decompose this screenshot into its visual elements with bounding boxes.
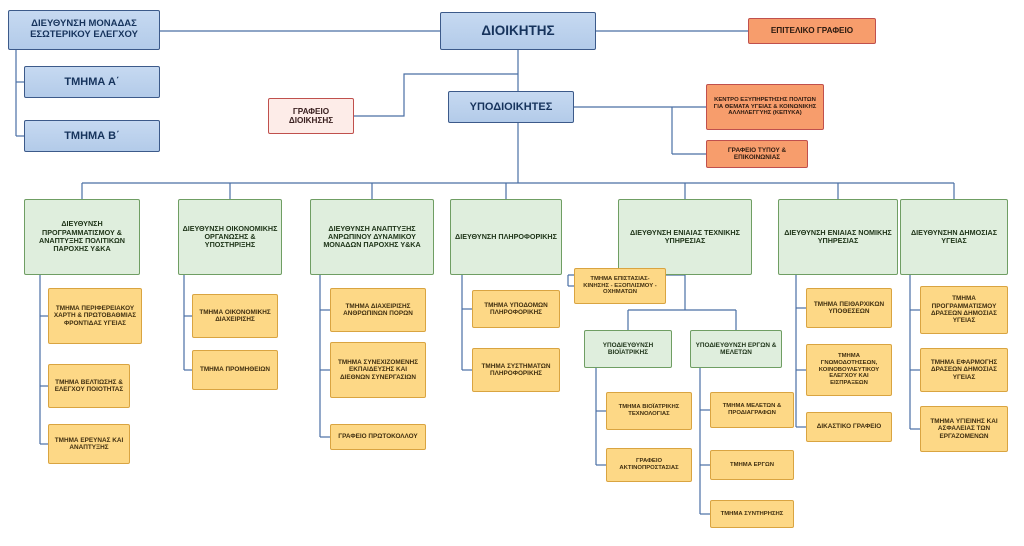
- node-d-programmatismou[interactable]: ΔΙΕΥΘΥΝΣΗ ΠΡΟΓΡΑΜΜΑΤΙΣΜΟΥ & ΑΝΑΠΤΥΞΗΣ ΠΟΛΙΤΙΚΩΝ ΠΑΡΟΧΗΣ Υ&ΚΑ: [24, 199, 140, 275]
- node-t-synexizomenis[interactable]: ΤΜΗΜΑ ΣΥΝΕΧΙΖΟΜΕΝΗΣ ΕΚΠΑΙΔΕΥΣΗΣ ΚΑΙ ΔΙΕΘΝΩΝ ΣΥΝΕΡΓΑΣΙΩΝ: [330, 342, 426, 398]
- node-t-efarmogis-dr[interactable]: ΤΜΗΜΑ ΕΦΑΡΜΟΓΗΣ ΔΡΑΣΕΩΝ ΔΗΜΟΣΙΑΣ ΥΓΕΙΑΣ: [920, 348, 1008, 392]
- node-dikastiko-grafeio[interactable]: ΔΙΚΑΣΤΙΚΟ ΓΡΑΦΕΙΟ: [806, 412, 892, 442]
- node-t-ygieinis[interactable]: ΤΜΗΜΑ ΥΓΙΕΙΝΗΣ ΚΑΙ ΑΣΦΑΛΕΙΑΣ ΤΩΝ ΕΡΓΑΖΟΜΕΝΩΝ: [920, 406, 1008, 452]
- node-t-ergon[interactable]: ΤΜΗΜΑ ΕΡΓΩΝ: [710, 450, 794, 480]
- node-epiteliko-grafeio[interactable]: ΕΠΙΤΕΛΙΚΟ ΓΡΑΦΕΙΟ: [748, 18, 876, 44]
- node-t-perifereiakou[interactable]: ΤΜΗΜΑ ΠΕΡΙΦΕΡΕΙΑΚΟΥ ΧΑΡΤΗ & ΠΡΩΤΟΒΑΘΜΙΑΣ ΦΡΟΝΤΙΔΑΣ ΥΓΕΙΑΣ: [48, 288, 142, 344]
- node-d-dimosias-ygeias[interactable]: ΔΙΕΥΘΥΝΣΗΝ ΔΗΜΟΣΙΑΣ ΥΓΕΙΑΣ: [900, 199, 1008, 275]
- node-t-diaxeirisis-anthr[interactable]: ΤΜΗΜΑ ΔΙΑΧΕΙΡΙΣΗΣ ΑΝΘΡΩΠΙΝΩΝ ΠΟΡΩΝ: [330, 288, 426, 332]
- node-d-nomikis[interactable]: ΔΙΕΥΘΥΝΣΗ ΕΝΙΑΙΑΣ ΝΟΜΙΚΗΣ ΥΠΗΡΕΣΙΑΣ: [778, 199, 898, 275]
- node-tmima-b[interactable]: ΤΜΗΜΑ Β΄: [24, 120, 160, 152]
- node-t-programmatismou-dr[interactable]: ΤΜΗΜΑ ΠΡΟΓΡΑΜΜΑΤΙΣΜΟΥ ΔΡΑΣΕΩΝ ΔΗΜΟΣΙΑΣ ΥΓΕΙΑΣ: [920, 286, 1008, 334]
- node-t-peitharxikon[interactable]: ΤΜΗΜΑ ΠΕΙΘΑΡΧΙΚΩΝ ΥΠΟΘΕΣΕΩΝ: [806, 288, 892, 328]
- node-t-veltiosis[interactable]: ΤΜΗΜΑ ΒΕΛΤΙΩΣΗΣ & ΕΛΕΓΧΟΥ ΠΟΙΟΤΗΤΑΣ: [48, 364, 130, 408]
- node-d-texnikis[interactable]: ΔΙΕΥΘΥΝΣΗ ΕΝΙΑΙΑΣ ΤΕΧΝΙΚΗΣ ΥΠΗΡΕΣΙΑΣ: [618, 199, 752, 275]
- node-t-vioiatrikis-texn[interactable]: ΤΜΗΜΑ ΒΙΟΪΑΤΡΙΚΗΣ ΤΕΧΝΟΛΟΓΙΑΣ: [606, 392, 692, 430]
- node-t-ypodomon[interactable]: ΤΜΗΜΑ ΥΠΟΔΟΜΩΝ ΠΛΗΡΟΦΟΡΙΚΗΣ: [472, 290, 560, 328]
- node-t-erevnas[interactable]: ΤΜΗΜΑ ΕΡΕΥΝΑΣ ΚΑΙ ΑΝΑΠΤΥΞΗΣ: [48, 424, 130, 464]
- node-tmima-a[interactable]: ΤΜΗΜΑ Α΄: [24, 66, 160, 98]
- node-kepyka[interactable]: ΚΕΝΤΡΟ ΕΞΥΠΗΡΕΤΗΣΗΣ ΠΟΛΙΤΩΝ ΓΙΑ ΘΕΜΑΤΑ ΥΓΕΙΑΣ & ΚΟΙΝΩΝΙΚΗΣ ΑΛΛΗΛΕΓΓΥΗΣ (ΚΕΠΥΚΑ): [706, 84, 824, 130]
- node-t-syntirisis[interactable]: ΤΜΗΜΑ ΣΥΝΤΗΡΗΣΗΣ: [710, 500, 794, 528]
- node-yd-ergon-meleton[interactable]: ΥΠΟΔΙΕΥΘΥΝΣΗ ΕΡΓΩΝ & ΜΕΛΕΤΩΝ: [690, 330, 782, 368]
- node-d-anthropinou[interactable]: ΔΙΕΥΘΥΝΣΗ ΑΝΑΠΤΥΞΗΣ ΑΝΡΩΠΙΝΟΥ ΔΥΝΑΜΙΚΟΥ ΜΟΝΑΔΩΝ ΠΑΡΟΧΗΣ Υ&ΚΑ: [310, 199, 434, 275]
- node-t-promitheion[interactable]: ΤΜΗΜΑ ΠΡΟΜΗΘΕΙΩΝ: [192, 350, 278, 390]
- node-g-aktinoprostasias[interactable]: ΓΡΑΦΕΙΟ ΑΚΤΙΝΟΠΡΟΣΤΑΣΙΑΣ: [606, 448, 692, 482]
- node-t-epistasias[interactable]: ΤΜΗΜΑ ΕΠΙΣΤΑΣΙΑΣ-ΚΙΝΗΣΗΣ - ΕΞΟΠΛΙΣΜΟΥ - ΟΧΗΜΑΤΩΝ: [574, 268, 666, 304]
- node-g-protokollou[interactable]: ΓΡΑΦΕΙΟ ΠΡΩΤΟΚΟΛΛΟΥ: [330, 424, 426, 450]
- node-t-meleton[interactable]: ΤΜΗΜΑ ΜΕΛΕΤΩΝ & ΠΡΟΔΙΑΓΡΑΦΩΝ: [710, 392, 794, 428]
- node-t-gnomodotiseon[interactable]: ΤΜΗΜΑ ΓΝΩΜΟΔΟΤΗΣΕΩΝ, ΚΟΙΝΟΒΟΥΛΕΥΤΙΚΟΥ ΕΛΕΓΧΟΥ ΚΑΙ ΕΙΣΠΡΑΞΕΩΝ: [806, 344, 892, 396]
- node-yd-vioiatrikis[interactable]: ΥΠΟΔΙΕΥΘΥΝΣΗ ΒΙΟΪΑΤΡΙΚΗΣ: [584, 330, 672, 368]
- node-d-oikonomikis[interactable]: ΔΙΕΥΘΥΝΣΗ ΟΙΚΟΝΟΜΙΚΗΣ ΟΡΓΑΝΩΣΗΣ & ΥΠΟΣΤΗΡΙΞΗΣ: [178, 199, 282, 275]
- node-grafeio-dioikisis[interactable]: ΓΡΑΦΕΙΟ ΔΙΟΙΚΗΣΗΣ: [268, 98, 354, 134]
- node-dioikitis[interactable]: ΔΙΟΙΚΗΤΗΣ: [440, 12, 596, 50]
- node-t-systimaton[interactable]: ΤΜΗΜΑ ΣΥΣΤΗΜΑΤΩΝ ΠΛΗΡΟΦΟΡΙΚΗΣ: [472, 348, 560, 392]
- node-t-oikonomikis-diax[interactable]: ΤΜΗΜΑ ΟΙΚΟΝΟΜΙΚΗΣ ΔΙΑΧΕΙΡΙΣΗΣ: [192, 294, 278, 338]
- node-d-pliroforikis[interactable]: ΔΙΕΥΘΥΝΣΗ ΠΛΗΡΟΦΟΡΙΚΗΣ: [450, 199, 562, 275]
- node-grafeio-typou[interactable]: ΓΡΑΦΕΙΟ ΤΥΠΟΥ & ΕΠΙΚΟΙΝΩΝΙΑΣ: [706, 140, 808, 168]
- node-esoterikos-elegxos[interactable]: ΔΙΕΥΘΥΝΣΗ ΜΟΝΑΔΑΣ ΕΣΩΤΕΡΙΚΟΥ ΕΛΕΓΧΟΥ: [8, 10, 160, 50]
- node-ypodioikites[interactable]: ΥΠΟΔΙΟΙΚΗΤΕΣ: [448, 91, 574, 123]
